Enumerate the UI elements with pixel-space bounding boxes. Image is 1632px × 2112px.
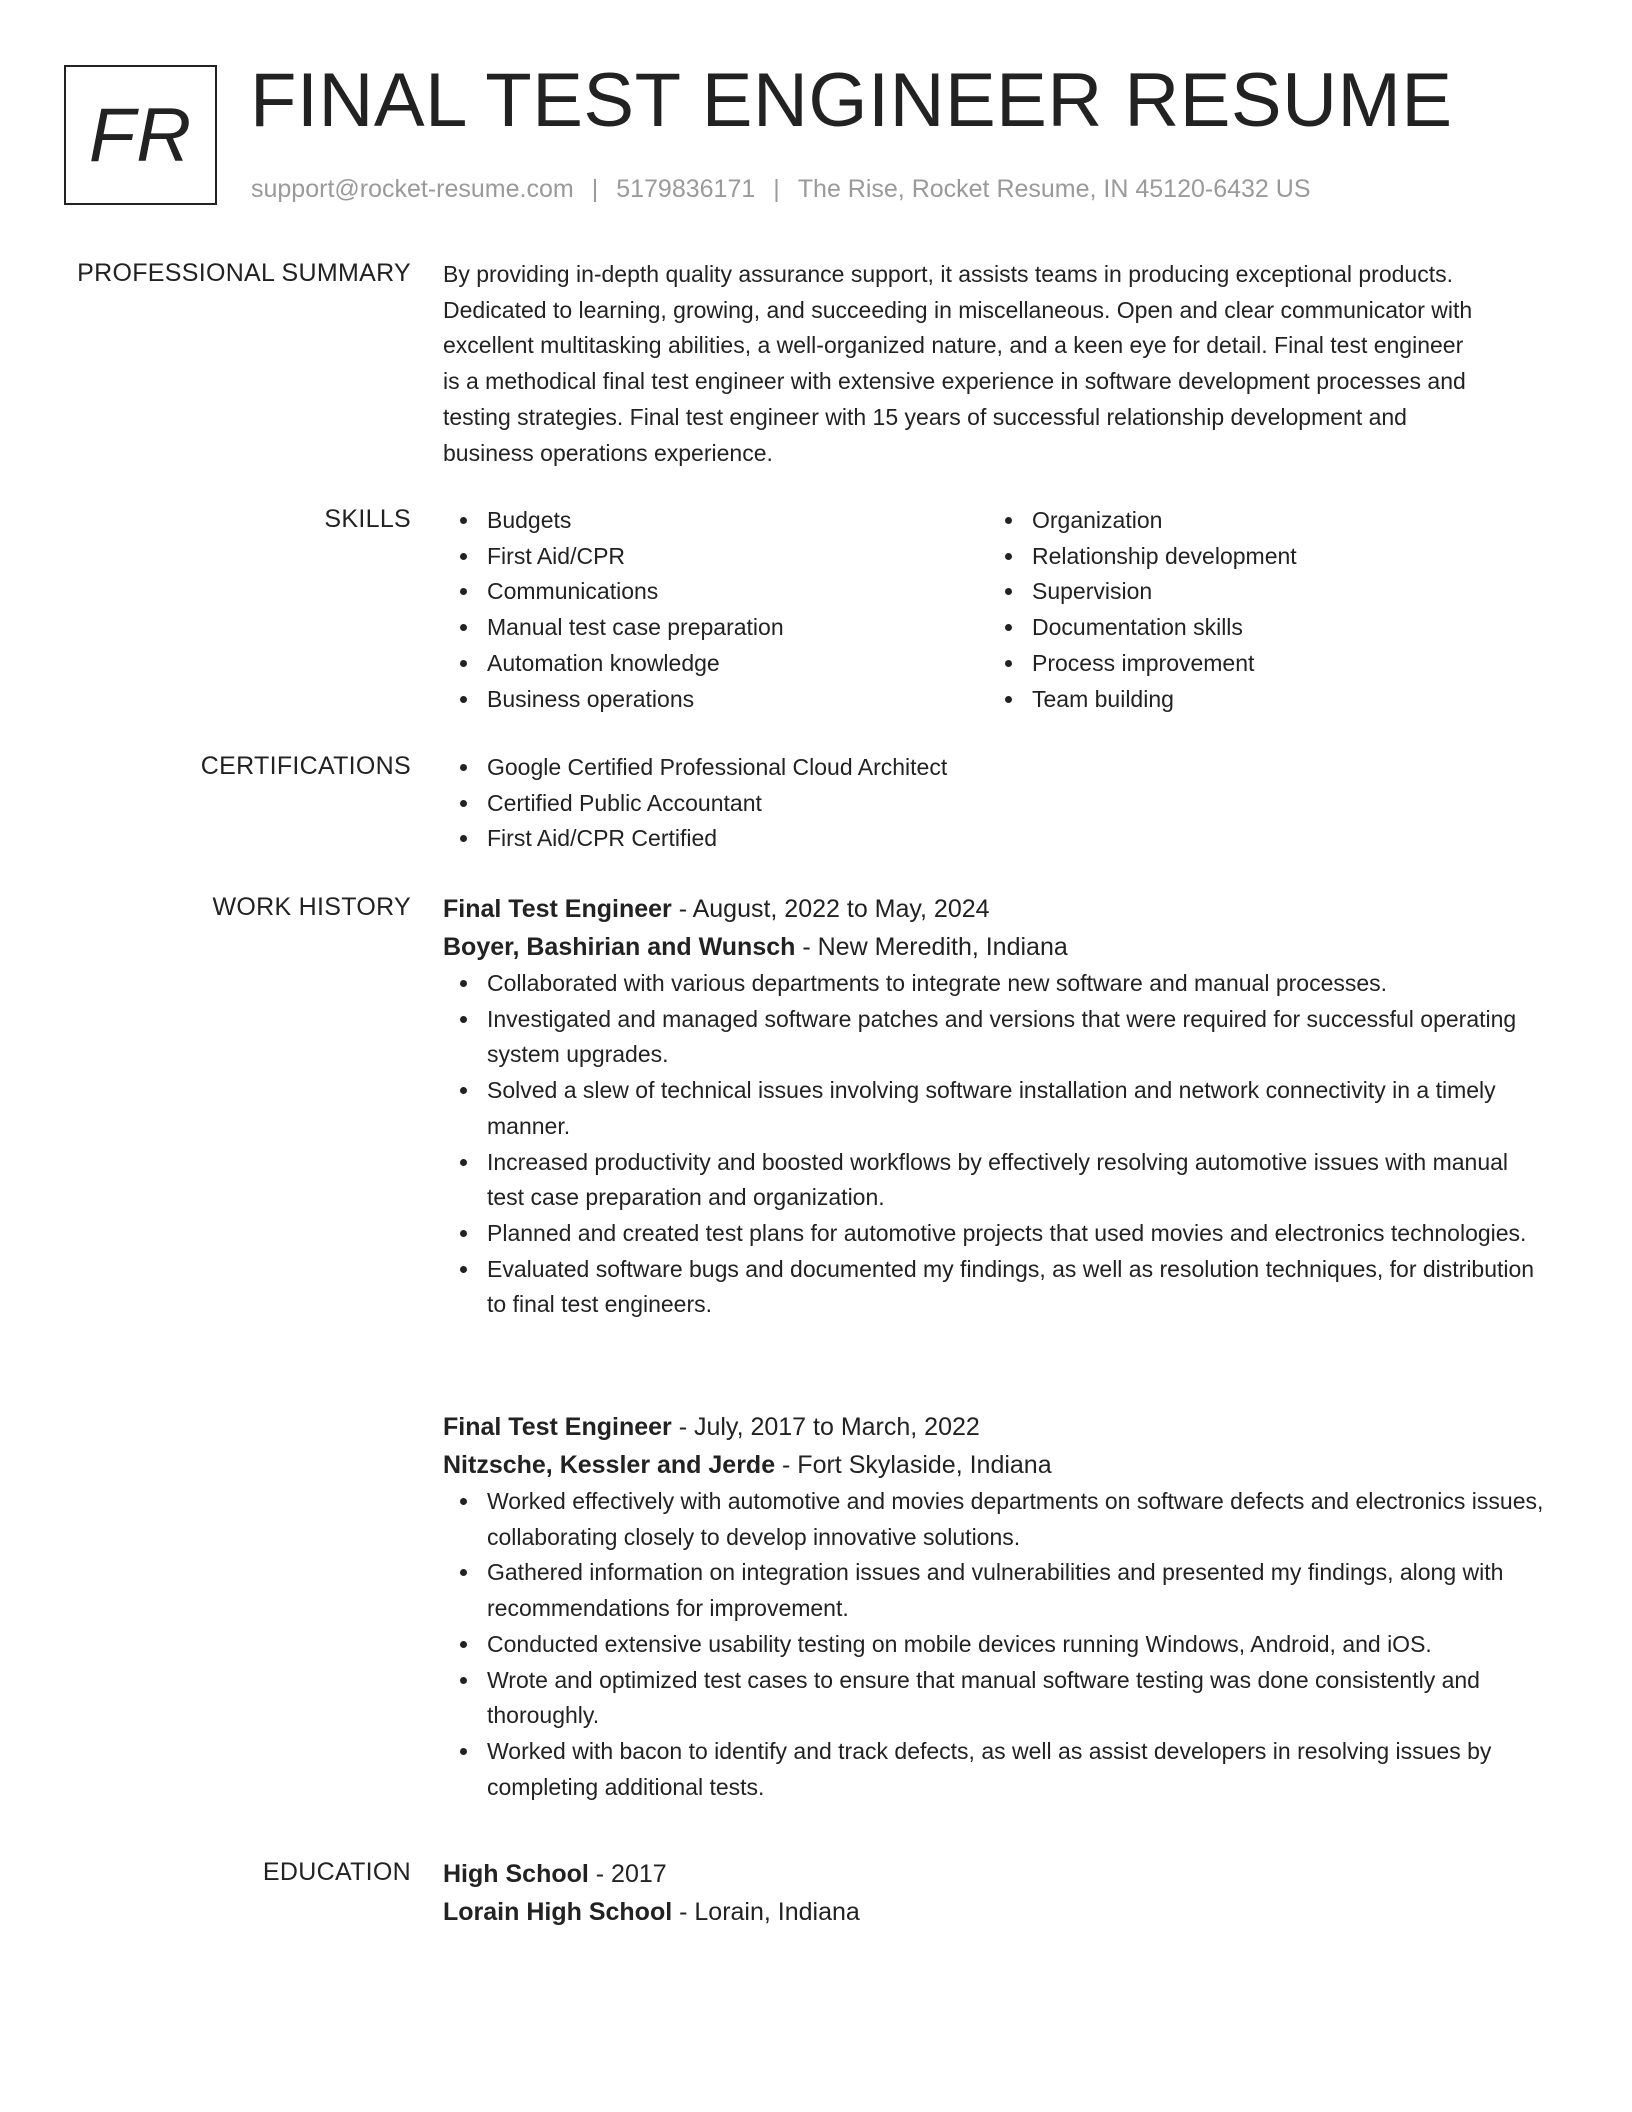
job-bullet: Conducted extensive usability testing on mobile devices running Windows, Android, and iOS.: [443, 1627, 1551, 1663]
summary-line: is a methodical final test engineer with extensive experience in software development processes and: [443, 368, 1466, 395]
job-company: Boyer, Bashirian and Wunsch: [443, 933, 796, 961]
job-title: Final Test Engineer: [443, 1413, 672, 1441]
job-bullet: Solved a slew of technical issues involving software installation and network connectivity in a timely manner.: [443, 1073, 1551, 1144]
skill-item: Budgets: [443, 503, 983, 539]
certification-item: Certified Public Accountant: [443, 786, 1551, 822]
section-label-work-history: WORK HISTORY: [212, 893, 411, 921]
job-entry: [443, 1408, 1551, 1805]
section-label-summary: PROFESSIONAL SUMMARY: [77, 259, 411, 287]
monogram: FR: [64, 65, 217, 205]
summary-body: [443, 256, 1551, 471]
job-location: - New Meredith, Indiana: [795, 933, 1068, 961]
job-bullets: [443, 966, 1551, 1323]
certification-item: Google Certified Professional Cloud Architect: [443, 750, 1551, 786]
certifications-body: [443, 749, 1551, 857]
section-label-skills: SKILLS: [324, 505, 411, 533]
contact-separator: |: [591, 175, 599, 203]
education-school-line: [443, 1893, 1551, 1931]
contact-address: The Rise, Rocket Resume, IN 45120-6432 US: [797, 175, 1311, 203]
education-school: Lorain High School: [443, 1898, 673, 1926]
education-location: - Lorain, Indiana: [672, 1898, 860, 1926]
job-bullet: Worked with bacon to identify and track defects, as well as assist developers in resolving issues by completing additional tests.: [443, 1734, 1551, 1805]
skill-item: Organization: [988, 503, 1528, 539]
summary-line: business operations experience.: [443, 439, 773, 466]
skill-item: Team building: [988, 682, 1528, 718]
job-dates: - July, 2017 to March, 2022: [671, 1413, 980, 1441]
skill-item: Manual test case preparation: [443, 610, 983, 646]
skill-item: Business operations: [443, 682, 983, 718]
summary-line: excellent multitasking abilities, a well-organized nature, and a keen eye for detail. Final test engineer: [443, 332, 1464, 359]
job-company: Nitzsche, Kessler and Jerde: [443, 1451, 776, 1479]
job-bullet: Planned and created test plans for automotive projects that used movies and electronics technologies.: [443, 1216, 1551, 1252]
skill-item: Supervision: [988, 574, 1528, 610]
summary-line: testing strategies. Final test engineer with 15 years of successful relationship development and: [443, 403, 1407, 430]
skills-list-right: [988, 503, 1528, 717]
page-title: FINAL TEST ENGINEER RESUME: [250, 58, 1453, 143]
contact-line: [251, 172, 1311, 206]
job-dates: - August, 2022 to May, 2024: [671, 895, 990, 923]
work-history-body: [443, 890, 1551, 1323]
skill-item: Relationship development: [988, 539, 1528, 575]
job-bullets: [443, 1484, 1551, 1805]
job-entry: [443, 890, 1551, 1323]
contact-phone[interactable]: 5179836171: [616, 175, 756, 203]
certification-item: First Aid/CPR Certified: [443, 821, 1551, 857]
job-title-line: [443, 890, 1551, 928]
job-bullet: Evaluated software bugs and documented my findings, as well as resolution techniques, for distribution to final test engineers.: [443, 1252, 1551, 1323]
job-bullet: Wrote and optimized test cases to ensure that manual software testing was done consistently and thoroughly.: [443, 1663, 1551, 1734]
education-year: - 2017: [588, 1860, 667, 1888]
work-history-body-2: [443, 1408, 1551, 1805]
job-title: Final Test Engineer: [443, 895, 672, 923]
education-degree-line: [443, 1855, 1551, 1893]
job-bullet: Increased productivity and boosted workflows by effectively resolving automotive issues with manual test case preparation and organization.: [443, 1145, 1551, 1216]
skill-item: Communications: [443, 574, 983, 610]
contact-email[interactable]: support@rocket-resume.com: [251, 175, 574, 203]
section-label-education: EDUCATION: [262, 1858, 411, 1886]
skills-list-left: [443, 503, 983, 717]
summary-text: [443, 256, 1551, 471]
certifications-list: [443, 749, 1551, 857]
summary-line: Dedicated to learning, growing, and succeeding in miscellaneous. Open and clear communicator with: [443, 296, 1473, 323]
skill-item: Documentation skills: [988, 610, 1528, 646]
education-degree: High School: [443, 1860, 589, 1888]
contact-separator: |: [773, 175, 780, 203]
job-title-line: [443, 1408, 1551, 1446]
skill-item: First Aid/CPR: [443, 539, 983, 575]
skill-item: Automation knowledge: [443, 646, 983, 682]
job-bullet: Gathered information on integration issues and vulnerabilities and presented my findings, along with recommendations for improvement.: [443, 1555, 1551, 1626]
job-company-line: [443, 928, 1551, 966]
job-company-line: [443, 1446, 1551, 1484]
job-location: - Fort Skylaside, Indiana: [775, 1451, 1052, 1479]
section-label-certifications: CERTIFICATIONS: [200, 752, 411, 780]
education-body: [443, 1855, 1551, 1931]
job-bullet: Worked effectively with automotive and movies departments on software defects and electronics issues, collaborating closely to develop innovative solutions.: [443, 1484, 1551, 1555]
summary-line: By providing in-depth quality assurance support, it assists teams in producing exceptional products.: [443, 261, 1453, 287]
job-bullet: Investigated and managed software patches and versions that were required for successful operating system upgrades.: [443, 1002, 1551, 1073]
skills-body: [443, 502, 1551, 717]
job-bullet: Collaborated with various departments to integrate new software and manual processes.: [443, 966, 1551, 1002]
skill-item: Process improvement: [988, 646, 1528, 682]
